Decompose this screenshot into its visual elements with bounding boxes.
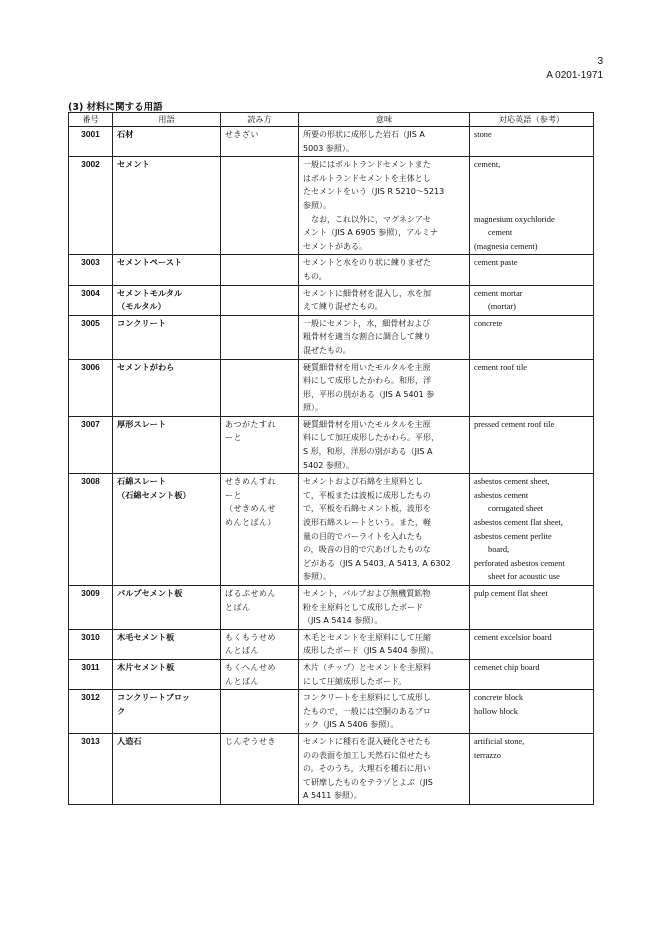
term-name [113, 157, 221, 255]
english-line: cement, [474, 160, 501, 170]
english-line: cement roof tile [474, 362, 528, 372]
reading-line: ーと [225, 490, 242, 500]
table-row [69, 733, 594, 804]
meaning-line: 粗骨材を適当な割合に調合して練り [303, 332, 431, 342]
term-line: 石材 [117, 129, 134, 139]
term-reading [221, 285, 299, 315]
reading-line: あつがたすれ [225, 419, 276, 429]
term-meaning [299, 733, 470, 804]
term-name [113, 690, 221, 734]
term-english [470, 474, 594, 586]
term-line: 人造石 [117, 735, 142, 746]
term-number: 3005 [69, 315, 113, 359]
english-line: asbestos cement [474, 490, 529, 500]
reading-line: じんぞうせき [225, 736, 276, 746]
meaning-line: セメントがある。 [303, 241, 367, 251]
term-line: 木毛セメント板 [117, 631, 175, 642]
term-name [113, 359, 221, 416]
table-row [69, 359, 594, 416]
meaning-line: 料にして加圧成形したかわら。平形， [303, 433, 439, 443]
term-reading [221, 157, 299, 255]
term-english [470, 586, 594, 630]
english-line: terrazzo [474, 750, 501, 760]
meaning-line: たもので，一般には空胴のあるブロ [303, 706, 431, 716]
meaning-line: で，平板を石綿セメント板，波形を [303, 504, 431, 514]
meaning-line: 照）。 [303, 403, 323, 413]
term-english [470, 255, 594, 285]
meaning-line: コンクリートを主原料にして成形し [303, 693, 431, 703]
english-line: asbestos cement sheet, [474, 477, 550, 487]
meaning-line: 一般にセメント，水，細骨材および [303, 318, 431, 328]
term-line: （モルタル） [117, 301, 166, 312]
term-name [113, 474, 221, 586]
term-meaning [299, 255, 470, 285]
english-line: pressed cement roof tile [474, 419, 555, 429]
term-meaning [299, 157, 470, 255]
table-row [69, 255, 594, 285]
term-reading [221, 733, 299, 804]
meaning-line: なお，これ以外に，マグネシアセ [311, 214, 431, 224]
term-meaning [299, 127, 470, 157]
term-english [470, 690, 594, 734]
term-name [113, 285, 221, 315]
table-row [69, 285, 594, 315]
reading-line: とばん [225, 602, 251, 612]
term-name [113, 733, 221, 804]
meaning-line: どがある（JIS A 5403, A 5413, A 6302 [303, 558, 451, 568]
english-line: cement paste [474, 258, 518, 268]
term-line: 厚形スレート [117, 418, 167, 429]
term-line: セメントモルタル [117, 287, 183, 298]
meaning-line: 木毛とセメントを主原料にして圧縮 [303, 632, 431, 642]
term-line: コンクリートブロッ [117, 692, 191, 703]
reading-line: せきめんすれ [225, 477, 276, 487]
meaning-line: はポルトランドセメントを主体とし [303, 173, 431, 183]
term-meaning [299, 659, 470, 689]
meaning-line: にして圧縮成形したボード。 [303, 676, 407, 686]
meaning-line: て研摩したものをテラゾとよぶ（JIS [303, 777, 433, 787]
reading-line: ーと [225, 433, 242, 443]
term-reading [221, 690, 299, 734]
meaning-line: 参照）。 [303, 200, 331, 210]
section-title: (3) 材料に関する用語 [68, 102, 163, 113]
meaning-line: 5402 参照）。 [303, 460, 354, 470]
english-line [474, 172, 589, 186]
column-header-number: 番号 [69, 113, 113, 127]
meaning-line: 料にして成形したかわら。和形，洋 [303, 376, 431, 386]
term-line: 木片セメント板 [117, 661, 175, 672]
term-english [470, 127, 594, 157]
terms-table [68, 112, 594, 805]
term-reading [221, 255, 299, 285]
meaning-line: セメント，パルプおよび無機質鉱物 [303, 589, 431, 598]
table-row [69, 416, 594, 473]
document-number: A 0201-1971 [546, 70, 603, 81]
term-line: （石綿セメント板） [117, 489, 191, 500]
term-reading [221, 416, 299, 473]
term-reading [221, 315, 299, 359]
meaning-line: の。そのうち，大理石を種石に用い [303, 764, 431, 774]
term-number: 3010 [69, 629, 113, 659]
column-header-english: 対応英語（参考） [470, 113, 594, 127]
term-number: 3003 [69, 255, 113, 285]
term-number: 3011 [69, 659, 113, 689]
english-line: sheet for acoustic use [488, 572, 560, 582]
term-name [113, 629, 221, 659]
term-meaning [299, 586, 470, 630]
reading-line: せきざい [225, 130, 259, 139]
term-meaning [299, 359, 470, 416]
term-english [470, 416, 594, 473]
term-reading [221, 127, 299, 157]
term-english [470, 359, 594, 416]
table-row [69, 315, 594, 359]
table-row [69, 127, 594, 157]
meaning-line: 硬質細骨材を用いたモルタルを主原 [303, 362, 431, 372]
term-reading [221, 359, 299, 416]
term-english [470, 659, 594, 689]
term-name [113, 416, 221, 473]
term-reading [221, 586, 299, 630]
term-number: 3006 [69, 359, 113, 416]
meaning-line: セメントおよび石綿を主原料とし [303, 477, 423, 487]
meaning-line: 粉を主原料として成形したボード [303, 602, 423, 612]
term-reading [221, 659, 299, 689]
term-meaning [299, 416, 470, 473]
meaning-line: 所要の形状に成形した岩石（JIS A [303, 130, 425, 139]
column-header-reading: 読み方 [221, 113, 299, 127]
term-number: 3012 [69, 690, 113, 734]
meaning-line: ック（JIS A 5406 参照）。 [303, 720, 399, 730]
terms-table-body [69, 127, 594, 805]
meaning-line: セメントに細骨材を混入し，水を加 [303, 288, 431, 298]
english-line: corrugated sheet [488, 504, 544, 514]
term-name [113, 315, 221, 359]
reading-line: んとばん [225, 676, 259, 686]
english-line: cement excelsior board [474, 632, 552, 642]
meaning-line: 成形したボード（JIS A 5404 参照）。 [303, 646, 439, 656]
meaning-line: 波形石綿スレートという。また，軽 [303, 518, 431, 528]
reading-line: もくへんせめ [225, 662, 276, 672]
meaning-line: A 5411 参照）。 [303, 791, 362, 801]
meaning-line: の，吸音の目的で穴あけしたものな [303, 545, 431, 555]
table-row [69, 157, 594, 255]
meaning-line: 一般にはポルトランドセメントまた [303, 160, 431, 170]
meaning-line: 混ぜたもの。 [303, 345, 351, 355]
meaning-line: たセメントをいう（JIS R 5210〜5213 [303, 187, 445, 197]
meaning-line: 木片（チップ）とセメントを主原料 [303, 662, 431, 672]
meaning-line: S 形，和形，洋形の別がある（JIS A [303, 447, 433, 457]
meaning-line: 5003 参照）。 [303, 143, 354, 153]
reading-line: んとばん [225, 646, 259, 656]
english-line: board, [488, 545, 510, 555]
english-line: cemenet chip board [474, 662, 540, 672]
term-english [470, 157, 594, 255]
meaning-line: えて練り混ぜたもの。 [303, 302, 383, 312]
english-line [474, 185, 589, 199]
reading-line: めんとばん） [225, 518, 276, 528]
term-line: コンクリート [117, 317, 166, 328]
term-number: 3002 [69, 157, 113, 255]
table-row [69, 659, 594, 689]
term-english [470, 285, 594, 315]
meaning-line: 硬質細骨材を用いたモルタルを主原 [303, 419, 431, 429]
table-row [69, 690, 594, 734]
english-line: hollow block [474, 706, 518, 716]
term-name [113, 127, 221, 157]
english-line: (mortar) [488, 302, 516, 312]
term-english [470, 733, 594, 804]
reading-line: ぱるぷせめん [225, 589, 276, 598]
term-line: パルプセメント板 [117, 588, 183, 598]
table-header-row [69, 113, 594, 127]
term-number: 3009 [69, 586, 113, 630]
english-line: artificial stone, [474, 736, 525, 746]
table-row [69, 629, 594, 659]
english-line: (magnesia cement) [474, 241, 538, 251]
term-name [113, 659, 221, 689]
term-meaning [299, 285, 470, 315]
meaning-line: て，平板または波板に成形したもの [303, 490, 431, 500]
english-line [474, 199, 589, 213]
meaning-line: セメントと水をのり状に練りまぜた [303, 258, 431, 268]
term-name [113, 255, 221, 285]
column-header-meaning: 意味 [299, 113, 470, 127]
term-line: 石綿スレート [117, 476, 167, 487]
english-line: stone [474, 130, 492, 139]
term-line: セメント [117, 159, 150, 170]
reading-line: （せきめんせ [225, 504, 276, 514]
term-meaning [299, 474, 470, 586]
meaning-line: （JIS A 5414 参照）。 [303, 616, 383, 626]
meaning-line: 量の目的でパーライトを入れたも [303, 531, 423, 541]
term-number: 3008 [69, 474, 113, 586]
term-number: 3001 [69, 127, 113, 157]
meaning-line: 参照）。 [303, 572, 331, 582]
english-line: cement mortar [474, 288, 523, 298]
meaning-line: メント（JIS A 6905 参照），アルミナ [303, 228, 438, 238]
term-number: 3004 [69, 285, 113, 315]
page-number: 3 [597, 56, 603, 67]
term-english [470, 629, 594, 659]
term-meaning [299, 629, 470, 659]
english-line: cement [488, 228, 513, 238]
english-line: asbestos cement flat sheet, [474, 518, 563, 528]
english-line: pulp cement flat sheet [474, 589, 548, 598]
english-line: perforated asbestos cement [474, 558, 565, 568]
english-line: concrete [474, 318, 503, 328]
term-line: セメントがわら [117, 361, 175, 372]
meaning-line: セメントに種石を混入硬化させたも [303, 736, 431, 746]
term-meaning [299, 690, 470, 734]
term-reading [221, 629, 299, 659]
meaning-line: のの表面を加工し天然石に似せたも [303, 750, 431, 760]
meaning-line: 形，平形の別がある（JIS A 5401 参 [303, 389, 435, 399]
term-meaning [299, 315, 470, 359]
term-line: セメントペースト [117, 257, 183, 268]
reading-line: もくもうせめ [225, 632, 276, 642]
table-row [69, 586, 594, 630]
english-line: magnesium oxychloride [474, 214, 555, 224]
table-row [69, 474, 594, 586]
english-line: concrete block [474, 693, 524, 703]
meaning-line: もの。 [303, 271, 327, 281]
term-number: 3013 [69, 733, 113, 804]
english-line: asbestos cement perlite [474, 531, 552, 541]
term-number: 3007 [69, 416, 113, 473]
column-header-term: 用語 [113, 113, 221, 127]
term-line: ク [117, 705, 126, 716]
term-reading [221, 474, 299, 586]
term-english [470, 315, 594, 359]
term-name [113, 586, 221, 630]
